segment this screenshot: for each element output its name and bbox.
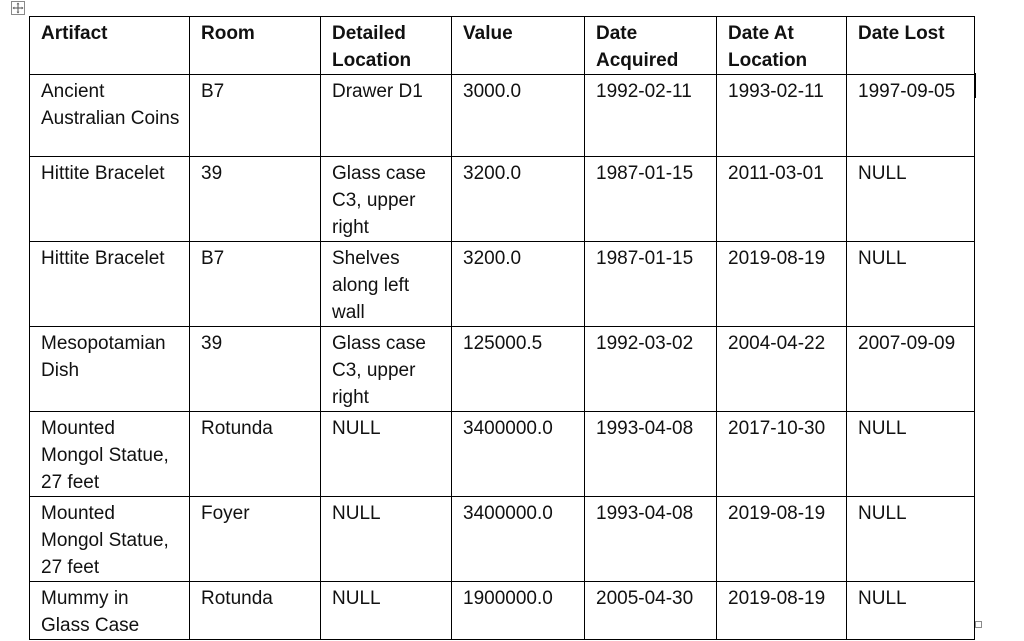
header-room: Room: [190, 17, 321, 75]
cell-room: 39: [190, 157, 321, 242]
cell-date-lost: 2007-09-09: [847, 327, 975, 412]
cell-date-acquired: 1987-01-15: [585, 157, 717, 242]
cell-date-acquired: 1992-03-02: [585, 327, 717, 412]
cell-room: Rotunda: [190, 412, 321, 497]
artifact-table: [29, 16, 975, 640]
header-date-at-location: Date At Location: [717, 17, 847, 75]
table-row: [30, 582, 975, 640]
cell-room: B7: [190, 75, 321, 157]
cell-artifact: Mesopotamian Dish: [30, 327, 190, 412]
cell-room: Rotunda: [190, 582, 321, 640]
cell-value: 3200.0: [452, 157, 585, 242]
cell-value: 125000.5: [452, 327, 585, 412]
cell-value: 3200.0: [452, 242, 585, 327]
cell-artifact: Hittite Bracelet: [30, 157, 190, 242]
text-cursor: [975, 73, 976, 98]
cell-date-at-location: 1993-02-11: [717, 75, 847, 157]
table-move-icon[interactable]: [11, 1, 25, 15]
header-value: Value: [452, 17, 585, 75]
cell-date-at-location: 2019-08-19: [717, 497, 847, 582]
table-resize-icon[interactable]: [975, 621, 982, 628]
cell-detailed-location: Glass case C3, upper right: [321, 327, 452, 412]
cell-value: 3000.0: [452, 75, 585, 157]
table-row: [30, 327, 975, 412]
cell-date-acquired: 1992-02-11: [585, 75, 717, 157]
cell-date-at-location: 2011-03-01: [717, 157, 847, 242]
header-detailed-location: Detailed Location: [321, 17, 452, 75]
cell-detailed-location: Drawer D1: [321, 75, 452, 157]
cell-date-lost: NULL: [847, 412, 975, 497]
table-row: [30, 157, 975, 242]
cell-date-lost: NULL: [847, 497, 975, 582]
cell-artifact: Hittite Bracelet: [30, 242, 190, 327]
header-artifact: Artifact: [30, 17, 190, 75]
cell-date-acquired: 2005-04-30: [585, 582, 717, 640]
cell-detailed-location: Glass case C3, upper right: [321, 157, 452, 242]
table-row: [30, 75, 975, 157]
cell-detailed-location: Shelves along left wall: [321, 242, 452, 327]
cell-date-acquired: 1993-04-08: [585, 412, 717, 497]
cell-detailed-location: NULL: [321, 412, 452, 497]
cell-value: 3400000.0: [452, 412, 585, 497]
header-date-acquired: Date Acquired: [585, 17, 717, 75]
cell-date-at-location: 2004-04-22: [717, 327, 847, 412]
cell-date-at-location: 2019-08-19: [717, 242, 847, 327]
cell-artifact: Mounted Mongol Statue, 27 feet: [30, 497, 190, 582]
cell-value: 1900000.0: [452, 582, 585, 640]
cell-artifact: Mounted Mongol Statue, 27 feet: [30, 412, 190, 497]
cell-room: 39: [190, 327, 321, 412]
table-row: [30, 497, 975, 582]
header-row: [30, 17, 975, 75]
cell-room: B7: [190, 242, 321, 327]
cell-date-lost: NULL: [847, 157, 975, 242]
header-date-lost: Date Lost: [847, 17, 975, 75]
cell-date-lost: NULL: [847, 582, 975, 640]
table-row: [30, 242, 975, 327]
cell-detailed-location: NULL: [321, 497, 452, 582]
cell-date-lost: 1997-09-05: [847, 75, 975, 157]
cell-artifact: Mummy in Glass Case: [30, 582, 190, 640]
cell-date-acquired: 1993-04-08: [585, 497, 717, 582]
cell-value: 3400000.0: [452, 497, 585, 582]
cell-room: Foyer: [190, 497, 321, 582]
cell-date-lost: NULL: [847, 242, 975, 327]
cell-date-acquired: 1987-01-15: [585, 242, 717, 327]
table-row: [30, 412, 975, 497]
cell-artifact: Ancient Australian Coins: [30, 75, 190, 157]
cell-date-at-location: 2019-08-19: [717, 582, 847, 640]
cell-date-at-location: 2017-10-30: [717, 412, 847, 497]
cell-detailed-location: NULL: [321, 582, 452, 640]
